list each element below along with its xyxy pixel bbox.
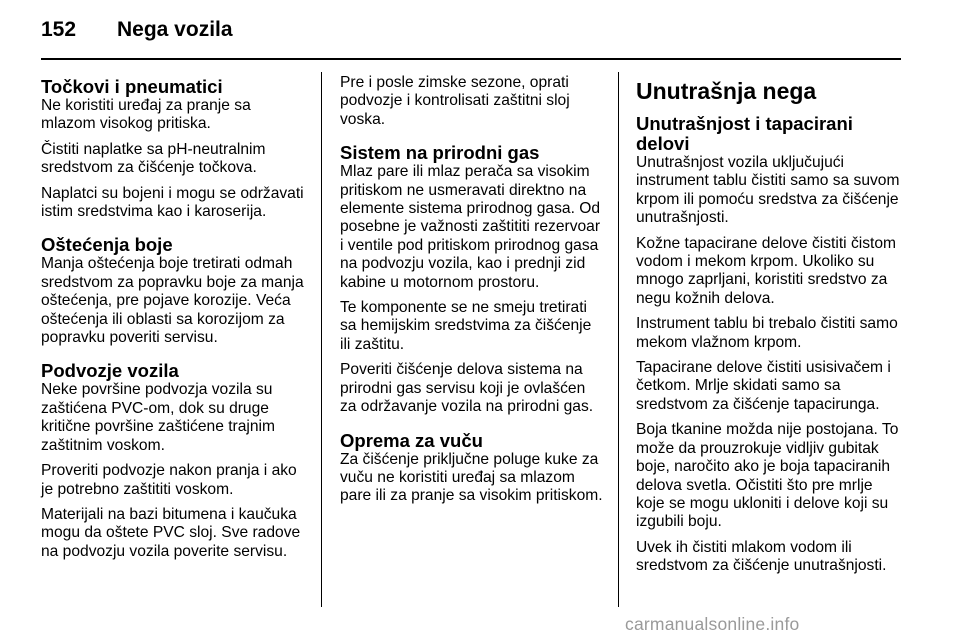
paragraph: Uvek ih čistiti mlakom vodom ili sredstvom za čišćenje unutrašnjosti. — [636, 538, 887, 575]
paragraph: Instrument tablu bi trebalo čistiti samo mekom vlažnom krpom. — [636, 315, 898, 351]
paragraph: Unutrašnjost vozila uključujući instrument tablu čistiti samo sa suvom krpom ili pomoću sredstva za čišćenje unutrašnjosti. — [636, 154, 900, 227]
major-heading-interior-care: Unutrašnja nega — [636, 78, 817, 104]
column-3 — [636, 74, 904, 583]
column-2 — [340, 74, 606, 513]
section-heading-natural-gas: Sistem na prirodni gas — [340, 142, 540, 164]
paragraph: Materijali na bazi bitumena i kaučuka mogu da oštete PVC sloj. Sve radove na podvozju vozila poverite servisu. — [41, 505, 301, 560]
section-heading-interior-upholstery: Unutrašnjost i tapacirani delovi — [636, 113, 853, 154]
page-header — [41, 18, 233, 48]
paragraph: Kožne tapacirane delove čistiti čistom vodom i mekom krpom. Ukoliko su mnogo zaprljani, koristiti sredstvo za negu kožnih delova. — [636, 234, 897, 307]
column-divider-1 — [321, 72, 322, 607]
column-divider-2 — [618, 72, 619, 607]
header-rule — [41, 58, 901, 60]
paragraph: Neke površine podvozja vozila su zaštićena PVC-om, dok su druge kritične površine zaštićene trajnim zaštitnim voskom. — [41, 381, 275, 454]
paragraph: Boja tkanine možda nije postojana. To može da prouzrokuje vidljiv gubitak boje, naročito ako je boja tapaciranih delova svetla. Očistiti što pre mrlje koje se mogu ukloniti i delove koji su izgubili boju. — [636, 421, 899, 531]
paragraph: Manja oštećenja boje tretirati odmah sredstvom za popravku boje za manja oštećenja, pre pojave korozije. Veća oštećenja ili oblasti sa korozijom za popravku poveriti servisu. — [41, 255, 304, 347]
paragraph: Poveriti čišćenje delova sistema na prirodni gas servisu koji je ovlašćen za održavanje vozila na prirodni gas. — [340, 361, 594, 416]
paragraph: Te komponente se ne smeju tretirati sa hemijskim sredstvima za čišćenje ili zaštitu. — [340, 299, 592, 353]
column-1 — [41, 74, 309, 568]
chapter-title: Nega vozila — [117, 18, 233, 41]
paragraph: Za čišćenje priključne poluge kuke za vuču ne koristiti uređaj sa mlazom pare ili za pranje sa visokim pritiskom. — [340, 450, 603, 505]
paragraph: Naplatci su bojeni i mogu se održavati istim sredstvima kao i karoserija. — [41, 184, 304, 221]
paragraph: Pre i posle zimske sezone, oprati podvozje i kontrolisati zaštitni sloj voska. — [340, 74, 570, 128]
section-heading-towing: Oprema za vuču — [340, 429, 483, 451]
paragraph: Čistiti naplatke sa pH-neutralnim sredstvom za čišćenje točkova. — [41, 140, 266, 177]
footer-watermark: carmanualsonline.info — [625, 614, 800, 634]
section-heading-underbody: Podvozje vozila — [41, 360, 179, 382]
paragraph: Proveriti podvozje nakon pranja i ako je potrebno zaštititi voskom. — [41, 462, 297, 498]
section-heading-wheels: Točkovi i pneumatici — [41, 76, 223, 97]
page-number: 152 — [41, 18, 77, 41]
paragraph: Tapacirane delove čistiti usisivačem i četkom. Mrlje skidati samo sa sredstvom za čišćenje tapacirunga. — [636, 359, 891, 413]
paragraph: Mlaz pare ili mlaz perača sa visokim pritiskom ne usmeravati direktno na elemente sistema prirodnog gasa. Od posebne je važnosti zaštititi rezervoar i ventile pod pritiskom prirodnog gasa na podvozju vozila, kao i prednji zid kabine u motornom prostoru. — [340, 163, 601, 291]
section-heading-paint-damage: Oštećenja boje — [41, 234, 173, 256]
paragraph: Ne koristiti uređaj za pranje sa mlazom visokog pritiska. — [41, 97, 251, 133]
